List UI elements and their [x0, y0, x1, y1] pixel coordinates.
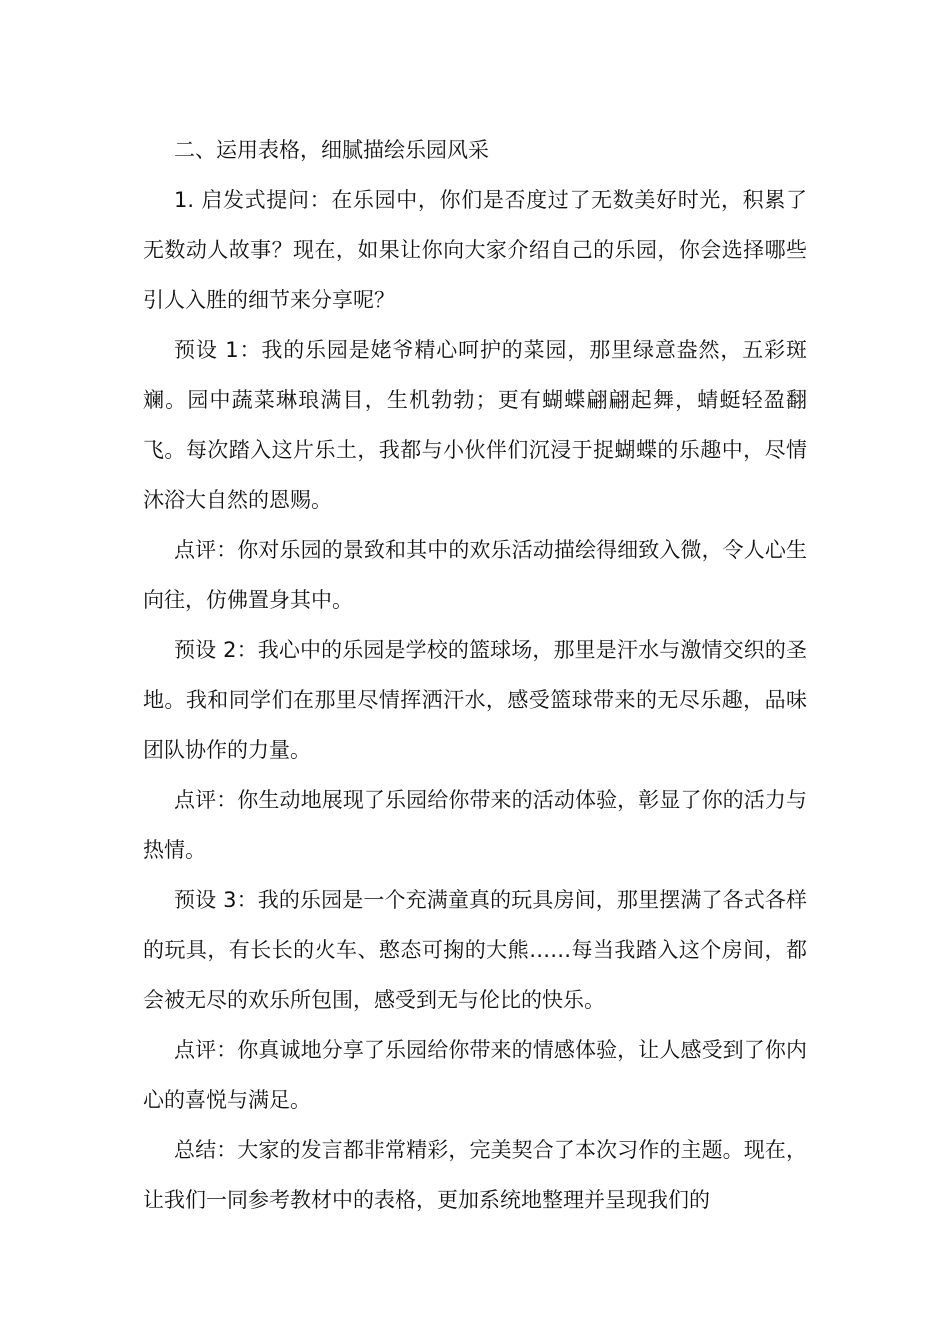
paragraph-preset-2: 预设 2：我心中的乐园是学校的篮球场，那里是汗水与激情交织的圣地。我和同学们在那里尽情挥洒汗水，感受篮球带来的无尽乐趣，品味团队协作的力量。: [143, 638, 807, 762]
paragraph-question: 1. 启发式提问：在乐园中，你们是否度过了无数美好时光，积累了无数动人故事？现在，如果让你向大家介绍自己的乐园，你会选择哪些引人入胜的细节来分享呢？: [143, 188, 807, 312]
paragraph-comment-2: 点评：你生动地展现了乐园给你带来的活动体验，彰显了你的活力与热情。: [143, 788, 807, 862]
paragraph-comment-3: 点评：你真诚地分享了乐园给你带来的情感体验，让人感受到了你内心的喜悦与满足。: [143, 1038, 807, 1112]
section-heading: 二、运用表格，细腻描绘乐园风采: [174, 138, 489, 162]
document-body: [143, 125, 807, 1225]
paragraph-preset-3: 预设 3：我的乐园是一个充满童真的玩具房间，那里摆满了各式各样的玩具，有长长的火车、憨态可掬的大熊……每当我踏入这个房间，都会被无尽的欢乐所包围，感受到无与伦比的快乐。: [143, 888, 807, 1012]
paragraph-preset-1: 预设 1：我的乐园是姥爷精心呵护的菜园，那里绿意盎然，五彩斑斓。园中蔬菜琳琅满目，生机勃勃；更有蝴蝶翩翩起舞，蜻蜓轻盈翻飞。每次踏入这片乐土，我都与小伙伴们沉浸于捉蝴蝶的乐趣中，尽情沐浴大自然的恩赐。: [143, 338, 807, 512]
paragraph-summary: 总结：大家的发言都非常精彩，完美契合了本次习作的主题。现在，让我们一同参考教材中的表格，更加系统地整理并呈现我们的: [143, 1138, 807, 1212]
paragraph-comment-1: 点评：你对乐园的景致和其中的欢乐活动描绘得细致入微，令人心生向往，仿佛置身其中。: [143, 538, 807, 612]
